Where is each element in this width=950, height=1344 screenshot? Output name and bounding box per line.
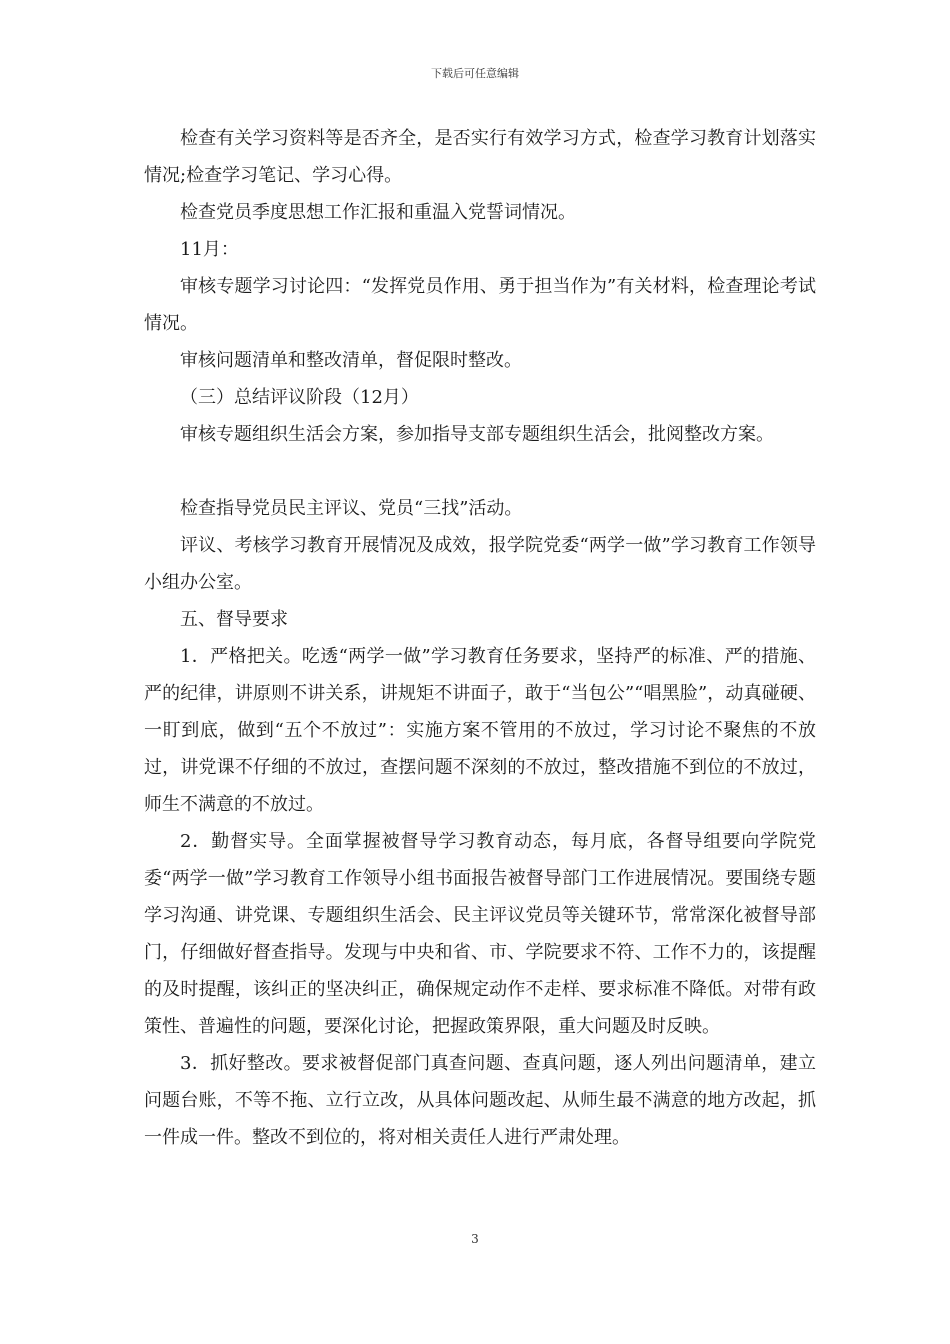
section-heading-summary-stage: （三）总结评议阶段（12月） — [180, 387, 419, 408]
paragraph-review-problem-list: 审核问题清单和整改清单，督促限时整改。 — [180, 350, 522, 371]
paragraph-check-democratic-evaluation: 检查指导党员民主评议、党员“三找”活动。 — [180, 498, 523, 519]
paragraph-review-life-meeting: 审核专题组织生活会方案，参加指导支部专题组织生活会，批阅整改方案。 — [180, 424, 774, 445]
document-body — [144, 120, 816, 1156]
paragraph-check-reports: 检查党员季度思想工作汇报和重温入党誓词情况。 — [180, 202, 576, 223]
paragraph-evaluate-results: 评议、考核学习教育开展情况及成效，报学院党委“两学一做”学习教育工作领导小组办公室。 — [144, 535, 816, 593]
paragraph-diligent-supervision: 2．勤督实导。全面掌握被督导学习教育动态，每月底，各督导组要向学院党委“两学一做”学习教育工作领导小组书面报告被督导部门工作进展情况。要围绕专题学习沟通、讲党课、专题组织生活会、民主评议党员等关键环节，常常深化被督导部门，仔细做好督查指导。发现与中央和省、市、学院要求不符、工作不力的，该提醒的及时提醒，该纠正的坚决纠正，确保规定动作不走样、要求标准不降低。对带有政策性、普遍性的问题，要深化讨论，把握政策界限，重大问题及时反映。 — [144, 831, 816, 1037]
paragraph-november: 11月： — [180, 239, 239, 260]
paragraph-rectification: 3．抓好整改。要求被督促部门真查问题、查真问题，逐人列出问题清单，建立问题台账，不等不拖、立行立改，从具体问题改起、从师生最不满意的地方改起，抓一件成一件。整改不到位的，将对相关责任人进行严肃处理。 — [144, 1053, 816, 1148]
paragraph-check-materials: 检查有关学习资料等是否齐全，是否实行有效学习方式，检查学习教育计划落实情况;检查学习笔记、学习心得。 — [144, 128, 816, 186]
section-heading-supervision-requirements: 五、督导要求 — [180, 609, 288, 630]
page-number: 3 — [471, 1232, 479, 1246]
paragraph-review-topic-four: 审核专题学习讨论四：“发挥党员作用、勇于担当作为”有关材料，检查理论考试情况。 — [144, 276, 816, 334]
paragraph-strict-control: 1．严格把关。吃透“两学一做”学习教育任务要求，坚持严的标准、严的措施、严的纪律，讲原则不讲关系，讲规矩不讲面子，敢于“当包公”“唱黑脸”，动真碰硬、一盯到底，做到“五个不放过”：实施方案不管用的不放过，学习讨论不聚焦的不放过，讲党课不仔细的不放过，查摆问题不深刻的不放过，整改措施不到位的不放过，师生不满意的不放过。 — [144, 646, 816, 815]
page-header: 下载后可任意编辑 — [431, 67, 519, 80]
